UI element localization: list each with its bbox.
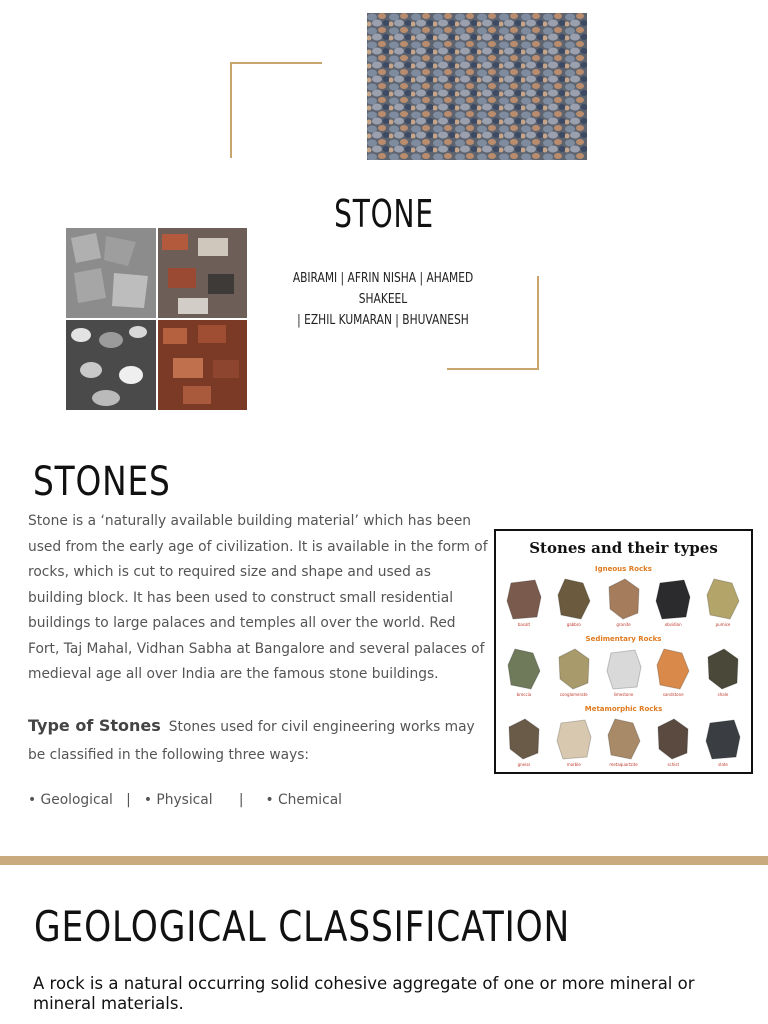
rock-row: [502, 717, 745, 767]
rock-image: [704, 717, 742, 761]
mixed-brick-stone-photo: [158, 228, 248, 318]
rock-name-label: schist: [667, 762, 680, 767]
rock-name-label: limestone: [613, 692, 634, 697]
rock-sample: [602, 717, 646, 767]
rock-image: [505, 577, 543, 621]
rock-image: [605, 717, 643, 761]
rock-group-label: Metamorphic Rocks: [584, 705, 663, 713]
rock-image: [555, 577, 593, 621]
rock-sample: [651, 717, 695, 767]
rock-image: [704, 577, 742, 621]
rock-name-label: pumice: [715, 622, 731, 627]
rock-sample: [701, 577, 745, 627]
rock-sample: [651, 647, 695, 697]
rock-sample: [651, 577, 695, 627]
class-chemical: • Chemical: [265, 792, 343, 808]
rock-name-label: metaquartzite: [609, 762, 638, 767]
classification-list: [28, 792, 342, 808]
class-separator: |: [238, 792, 244, 808]
type-of-stones: [28, 712, 488, 769]
class-geological: • Geological: [28, 792, 113, 808]
rock-name-label: shale: [717, 692, 729, 697]
corner-bracket-top-left: [230, 62, 322, 158]
rock-image: [555, 647, 593, 691]
rock-image: [555, 717, 593, 761]
rock-image: [654, 647, 692, 691]
rock-sample: [502, 717, 546, 767]
authors-line-1: ABIRAMI | AFRIN NISHA | AHAMED SHAKEEL: [292, 271, 474, 307]
red-brick-rubble-photo: [158, 320, 248, 410]
class-physical: • Physical: [143, 792, 213, 808]
rock-name-label: sandstone: [662, 692, 684, 697]
rock-name-label: slate: [718, 762, 728, 767]
rock-sample: [701, 717, 745, 767]
stone-types-figure: [494, 529, 753, 774]
stone-grid-photo: [66, 228, 247, 410]
type-of-stones-text: Stones used for civil engineering works may be classified in the following three ways:: [28, 719, 475, 763]
rock-row: [502, 577, 745, 627]
rock-name-label: gneiss: [517, 762, 531, 767]
stone-types-title: Stones and their types: [529, 539, 718, 557]
deck-title: STONE: [334, 192, 434, 236]
rock-sample: [602, 647, 646, 697]
rock-name-label: basalt: [517, 622, 531, 627]
type-of-stones-label: Type of Stones: [28, 716, 161, 735]
authors-list: [277, 268, 489, 331]
rock-image: [505, 647, 543, 691]
section-divider: [0, 856, 768, 865]
rock-image: [505, 717, 543, 761]
rock-sample: [552, 577, 596, 627]
rock-sample: [552, 717, 596, 767]
authors-line-2: | EZHIL KUMARAN | BHUVANESH: [297, 313, 469, 328]
grey-crushed-stone-photo: [66, 228, 156, 318]
rock-group-label: Sedimentary Rocks: [585, 635, 662, 643]
rock-sample: [552, 647, 596, 697]
rock-image: [654, 717, 692, 761]
geological-text: A rock is a natural occurring solid cohesive aggregate of one or more mineral or mineral materials.: [33, 974, 695, 1013]
rock-row: [502, 647, 745, 697]
rock-image: [704, 647, 742, 691]
stones-paragraph: Stone is a ‘naturally available building material’ which has been used from the early age of civilization. It is available in the form of rocks, which is cut to required size and shape and used as building block. It has been used to construct small residential buildings to large palaces and temples all over the world. Red Fort, Taj Mahal, Vidhan Sabha at Bangalore and several palaces of medieval age all over India are the famous stone buildings.: [28, 513, 488, 682]
rock-name-label: granite: [616, 622, 631, 627]
rock-name-label: marble: [566, 762, 581, 767]
rock-sample: [701, 647, 745, 697]
rock-group-label: Igneous Rocks: [595, 565, 652, 573]
rock-image: [605, 647, 643, 691]
rock-name-label: gabbro: [566, 622, 581, 627]
white-gravel-photo: [66, 320, 156, 410]
gravel-photo: [367, 13, 587, 160]
stones-heading: STONES: [33, 459, 171, 505]
rock-sample: [502, 577, 546, 627]
rock-name-label: conglomerate: [559, 692, 588, 697]
rock-name-label: breccia: [516, 692, 532, 697]
geological-heading: GEOLOGICAL CLASSIFICATION: [34, 902, 571, 951]
rock-sample: [502, 647, 546, 697]
rock-sample: [602, 577, 646, 627]
rock-name-label: obsidian: [664, 622, 682, 627]
class-separator: |: [126, 792, 131, 808]
rock-image: [605, 577, 643, 621]
rock-image: [654, 577, 692, 621]
